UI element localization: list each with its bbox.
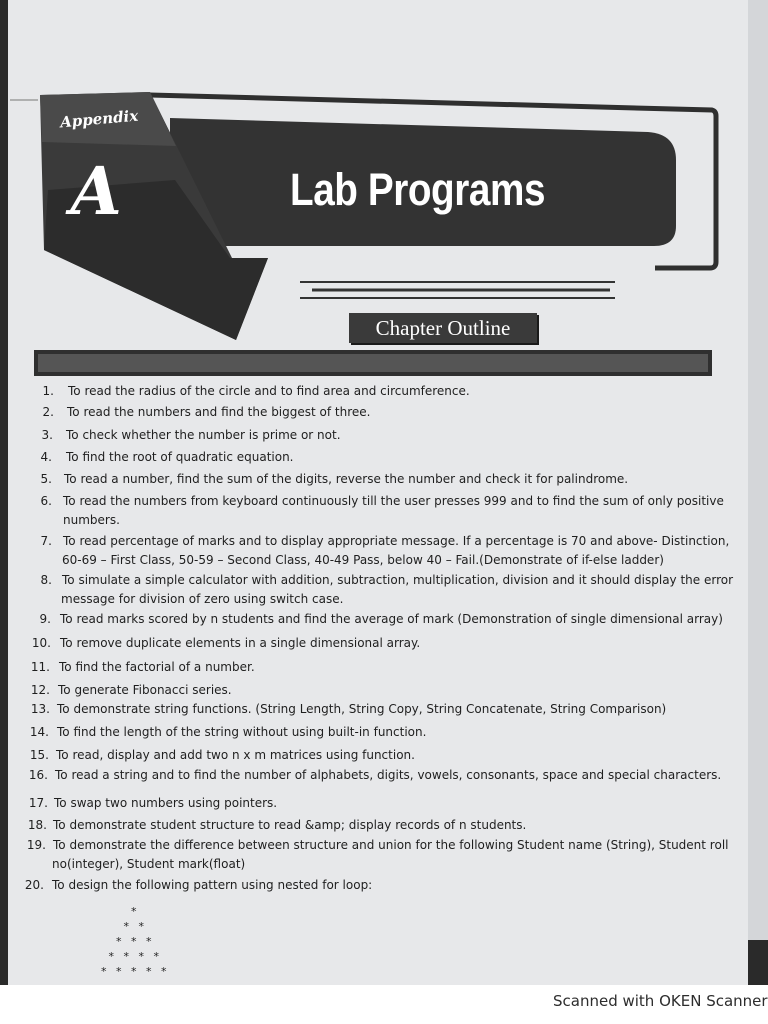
pattern-star: *: [116, 935, 122, 948]
program-number: 9.: [39, 612, 51, 626]
pattern-star: *: [101, 965, 107, 978]
program-number: 17.: [28, 796, 48, 810]
program-number: 14.: [29, 725, 49, 739]
program-text: To read, display and add two n x m matrices using function.: [56, 748, 415, 762]
program-text: To read percentage of marks and to display appropriate message. If a percentage is 70 and above- Distinction,: [63, 534, 730, 548]
program-number: 10.: [31, 636, 51, 650]
pattern-star: *: [131, 965, 137, 978]
program-text: To demonstrate string functions. (String Length, String Copy, String Concatenate, String Comparison): [57, 702, 667, 716]
program-number: 3.: [41, 428, 53, 442]
pattern-star: *: [116, 965, 122, 978]
program-text-continued: message for division of zero using switch case.: [61, 592, 344, 606]
scanner-watermark: Scanned with OKEN Scanner: [553, 992, 768, 1010]
program-text: To demonstrate student structure to read &amp; display records of n students.: [53, 818, 527, 832]
program-number: 20.: [24, 878, 44, 892]
program-number: 4.: [40, 450, 52, 464]
program-number: 16.: [28, 768, 48, 782]
program-text: To find the factorial of a number.: [59, 660, 255, 674]
program-text-continued: 60-69 – First Class, 50-59 – Second Class, 40-49 Pass, below 40 – Fail.(Demonstrate of if-else ladder): [62, 553, 664, 567]
program-text: To read the numbers from keyboard continuously till the user presses 999 and to find the sum of only positive: [63, 494, 724, 508]
pattern-star: *: [131, 905, 137, 918]
program-number: 19.: [26, 838, 46, 852]
program-number: 6.: [40, 494, 52, 508]
program-number: 13.: [30, 702, 50, 716]
pattern-star: *: [146, 965, 152, 978]
program-text-continued: no(integer), Student mark(float): [52, 857, 246, 871]
program-text: To design the following pattern using nested for loop:: [52, 878, 373, 892]
pattern-star: *: [153, 950, 159, 963]
chapter-outline-label: Chapter Outline: [375, 316, 511, 340]
program-text: To find the root of quadratic equation.: [66, 450, 294, 464]
program-text-continued: numbers.: [63, 513, 120, 527]
program-number: 1.: [42, 384, 54, 398]
pattern-star: *: [138, 950, 144, 963]
program-text: To find the length of the string without using built-in function.: [57, 725, 427, 739]
pattern-star: *: [138, 920, 144, 933]
chapter-outline-box: [349, 313, 537, 343]
section-divider-inner: [38, 354, 708, 372]
program-number: 11.: [30, 660, 50, 674]
program-text: To read marks scored by n students and find the average of mark (Demonstration of single dimensional array): [60, 612, 723, 626]
pattern-star: *: [123, 920, 129, 933]
appendix-label: Appendix: [59, 106, 139, 132]
pattern-star: *: [161, 965, 167, 978]
appendix-letter: A: [63, 152, 129, 230]
program-text: To simulate a simple calculator with addition, subtraction, multiplication, division and it should display the error: [62, 573, 734, 587]
program-number: 7.: [40, 534, 52, 548]
program-number: 5.: [40, 472, 52, 486]
program-text: To demonstrate the difference between structure and union for the following Student name (String), Student roll: [53, 838, 729, 852]
pattern-star: *: [146, 935, 152, 948]
program-text: To generate Fibonacci series.: [58, 683, 232, 697]
program-text: To check whether the number is prime or not.: [66, 428, 341, 442]
pattern-star: *: [123, 950, 129, 963]
pattern-star: *: [131, 935, 137, 948]
program-text: To swap two numbers using pointers.: [54, 796, 278, 810]
program-text: To read a string and to find the number of alphabets, digits, vowels, consonants, space and special characters.: [55, 768, 722, 782]
program-text: To remove duplicate elements in a single dimensional array.: [60, 636, 421, 650]
program-number: 8.: [40, 573, 52, 587]
program-text: To read the radius of the circle and to find area and circumference.: [68, 384, 470, 398]
page-title: Lab Programs: [290, 164, 546, 215]
program-number: 15.: [29, 748, 49, 762]
pattern-star: *: [108, 950, 114, 963]
program-text: To read a number, find the sum of the digits, reverse the number and check it for palindrome.: [64, 472, 629, 486]
program-text: To read the numbers and find the biggest of three.: [67, 405, 371, 419]
program-number: 12.: [30, 683, 50, 697]
program-number: 18.: [27, 818, 47, 832]
program-number: 2.: [42, 405, 54, 419]
section-divider-bar: [34, 350, 712, 376]
